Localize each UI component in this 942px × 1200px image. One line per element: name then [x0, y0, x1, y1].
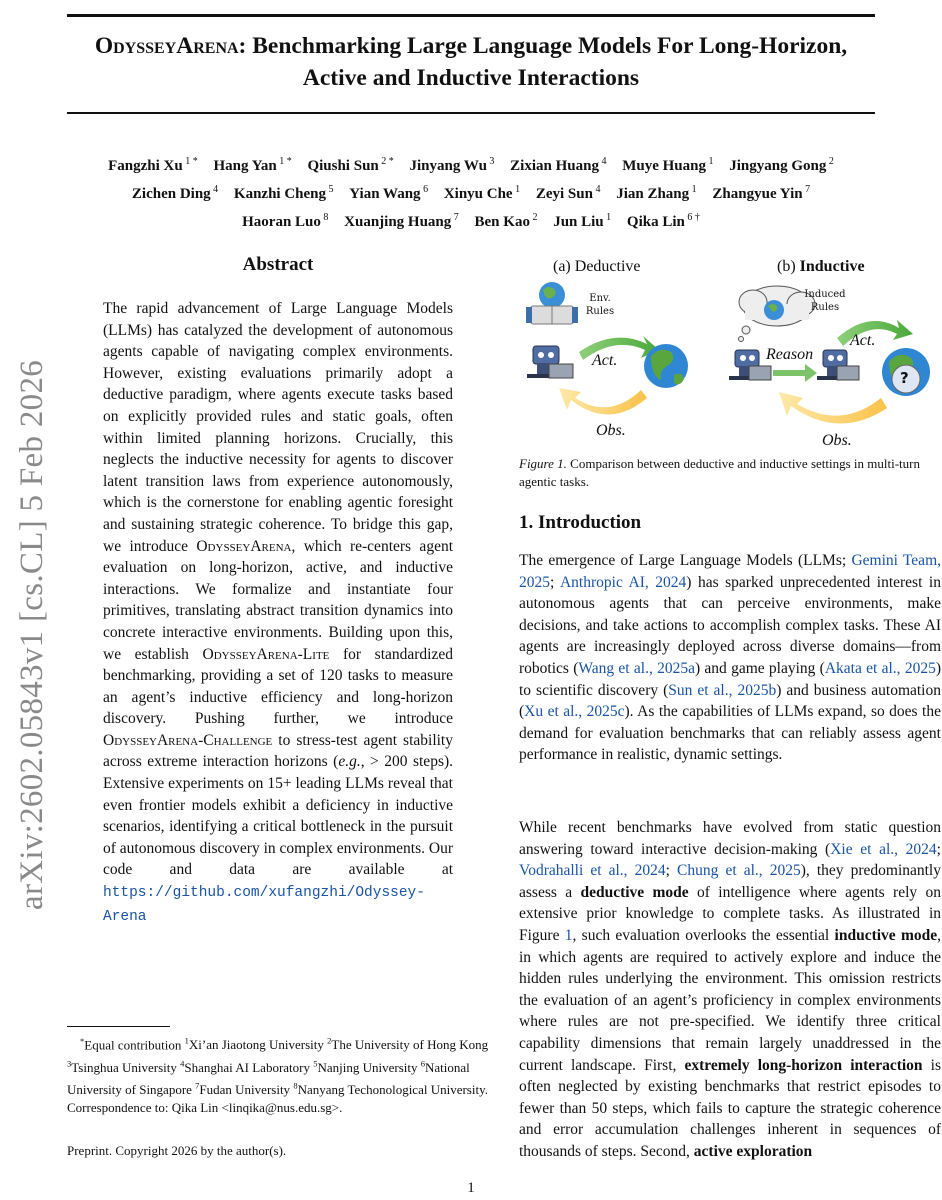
author-name: Xuanjing Huang $^7$ [344, 212, 459, 230]
figure-1-caption: Figure 1. Comparison between deductive and inductive settings in multi-turn agentic tasks. [519, 456, 921, 489]
author-name: Jun Liu $^1$ [553, 212, 612, 230]
author-name: Qiushi Sun $^{2 *}$ [307, 156, 394, 174]
author-name: Yian Wang $^6$ [349, 184, 429, 202]
act-label-inductive: Act. [850, 332, 876, 349]
author-name: Zichen Ding $^4$ [131, 184, 219, 202]
author-name: Xinyu Che $^1$ [443, 184, 521, 202]
title-bottom-rule [67, 112, 875, 114]
act-label-deductive: Act. [592, 352, 618, 369]
citation-link[interactable]: 1 [564, 926, 573, 944]
obs-arrow-inductive [779, 392, 887, 424]
author-name: Zeyi Sun $^4$ [535, 184, 601, 202]
citation-link[interactable]: Xie et al., 2024 [830, 840, 937, 858]
abstract-body: The rapid advancement of Large Language Models (LLMs) has catalyzed the development of autonomous agents capable of navigating complex environments. However, existing evaluations primarily adopt a deductive paradigm, where agents execute tasks based on explicitly provided rules and static goals, often within limited planning horizons. Crucially, this neglects the inductive necessity for agents to discover latent transition laws from experience autonomously, which is the cornerstone for enabling agentic foresight and sustaining strategic coherence. To bridge this gap, we introduce OdysseyArena, which re-centers agent evaluation on long-horizon, active, and inductive interactions. We formalize and instantiate four primitives, translating abstract transition dynamics into concrete interactive environments. Building upon this, we establish OdysseyArena-Lite for standardized benchmarking, providing a set of 120 tasks to measure an agent’s inductive efficiency and long-horizon discovery. Pushing further, we introduce OdysseyArena-Challenge to stress-test agent stability across extreme interaction horizons (e.g., > 200 steps). Extensive experiments on 15+ leading LLMs reveal that even frontier models exhibit a deficiency in inductive scenarios, identifying a critical bottleneck in the pursuit of autonomous discovery in complex environments. Our code and data are available at https://github.com/xufangzhi/Odyssey-Arena [103, 300, 454, 925]
author-name: Zhangyue Yin $^7$ [712, 184, 811, 202]
induced-rules-label: Induced Rules [804, 289, 846, 313]
obs-label-inductive: Obs. [822, 432, 852, 449]
author-name: Qika Lin $^{6 \dagger}$ [626, 212, 700, 230]
abstract-heading: Abstract [242, 254, 314, 275]
author-name: Jinyang Wu $^3$ [409, 156, 495, 174]
citation-link[interactable]: Wang et al., 2025a [578, 659, 695, 677]
author-name: Haoran Luo $^8$ [242, 212, 329, 230]
reason-label: Reason [766, 346, 814, 363]
reason-arrow [773, 364, 817, 382]
intro-paragraph-2: While recent benchmarks have evolved from static question answering toward interactive decision-making (Xie et al., 2024; Vodrahalli et al., 2024; Chung et al., 2025), they predominantly assess a deductive mode of intelligence where agents rely on extensive prior knowledge to complete tasks. As illustrated in Figure 1, such evaluation overlooks the essential inductive mode, in which agents are required to actively explore and induce the hidden rules underlying the environment. This omission restricts the evaluation of an agent’s proficiency in complex environments where rules are not pre-specified. We identify three critical capability dimensions that remain largely unaddressed in the current landscape. First, extremely long-horizon interaction is often neglected by existing benchmarks that restrict episodes to fewer than 50 steps, which fails to capture the strategic coherence and error accumulation challenges inherent in sequences of thousands of steps. Second, active exploration [519, 819, 941, 1160]
footnote-affiliations: *Equal contribution $^1$Xi’an Jiaotong University $^2$The University of Hong Kong $^3$Tsinghua University $^4$Shanghai AI Laboratory $^5$Nanjing University $^6$National University of Singapore $^7$Fudan University $^8$Nanyang Techonological University. Correspondence to: Qika Lin <linqika@nus.edu.sg>. [67, 1036, 489, 1115]
intro-paragraph-1: The emergence of Large Language Models (LLMs; Gemini Team, 2025; Anthropic AI, 2024) has sparked unprecedented interest in autonomous agents that can perceive environments, make decisions, and take actions to accomplish complex tasks. These AI agents are increasingly deployed across diverse domains—from robotics (Wang et al., 2025a) and game playing (Akata et al., 2025) to scientific discovery (Sun et al., 2025b) and business automation (Xu et al., 2025c). As the capabilities of LLMs expand, so does the demand for evaluation benchmarks that can reliably assess agent performance in realistic, dynamic settings. [519, 552, 941, 764]
author-name: Kanzhi Cheng $^5$ [233, 184, 334, 202]
fig-label-deductive: (a) Deductive [553, 258, 641, 275]
title-top-rule [67, 14, 875, 17]
robot-laptop-icon-act [817, 350, 859, 380]
citation-link[interactable]: Sun et al., 2025b [668, 681, 777, 699]
citation-link[interactable]: Akata et al., 2025 [824, 659, 936, 677]
paper-title: OdysseyArena: Benchmarking Large Language Models For Long-Horizon, Active and Inductive Interactions [94, 33, 848, 91]
book-globe-icon [526, 282, 578, 324]
author-name: Hang Yan $^{1 *}$ [213, 156, 292, 174]
author-name: Jian Zhang $^1$ [616, 184, 697, 202]
code-link[interactable]: https://github.com/xufangzhi/Odyssey-Arena [103, 885, 425, 925]
obs-arrow-deductive [559, 388, 647, 415]
author-name: Muye Huang $^1$ [622, 156, 714, 174]
obs-label-deductive: Obs. [596, 422, 626, 439]
footnote-rule [67, 1026, 170, 1027]
robot-laptop-icon [527, 346, 573, 378]
globe-icon [644, 344, 688, 388]
author-list [67, 150, 875, 234]
robot-laptop-icon-reason [729, 350, 771, 380]
author-name: Zixian Huang $^4$ [510, 156, 607, 174]
fig-label-inductive: (b) Inductive [777, 258, 865, 275]
section-introduction-heading: 1. Introduction [519, 512, 642, 533]
author-name: Ben Kao $^2$ [474, 212, 538, 230]
citation-link[interactable]: Gemini Team, 2025 [519, 552, 941, 591]
author-name: Fangzhi Xu $^{1 *}$ [108, 156, 198, 174]
page-number: 1 [467, 1180, 475, 1196]
preprint-notice: Preprint. Copyright 2026 by the author(s). [67, 1143, 287, 1158]
arxiv-identifier: arXiv:2602.05843v1 [cs.CL] 5 Feb 2026 [14, 359, 50, 910]
env-rules-label: Env. Rules [585, 293, 615, 317]
author-name: Jingyang Gong $^2$ [729, 156, 834, 174]
citation-link[interactable]: Xu et al., 2025c [524, 703, 625, 721]
citation-link[interactable]: Vodrahalli et al., 2024 [519, 862, 666, 880]
title-benchmark-name: OdysseyArena [94, 33, 239, 59]
unknown-mark: ? [900, 369, 909, 387]
citation-link[interactable]: Chung et al., 2025 [677, 862, 801, 880]
citation-link[interactable]: Anthropic AI, 2024 [559, 573, 687, 591]
